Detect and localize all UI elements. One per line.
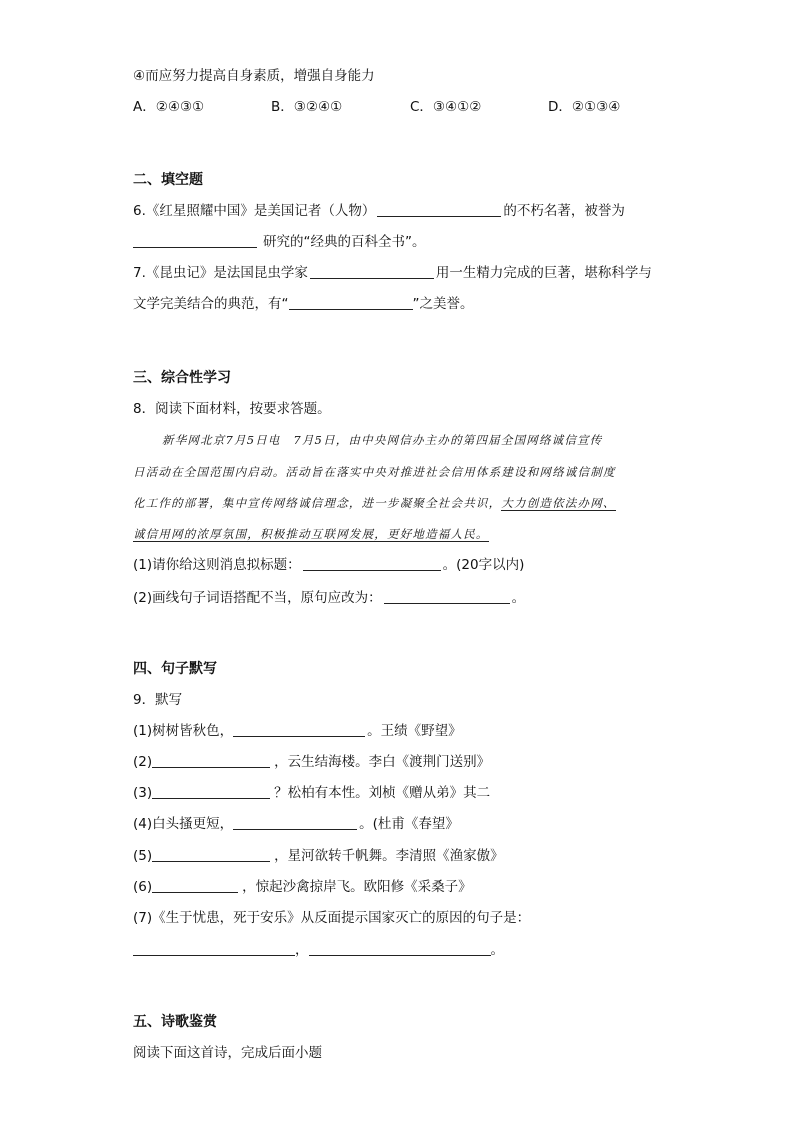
poem-7-end: 。 (490, 942, 504, 958)
poem-3-prompt: (3) (133, 785, 153, 801)
q7-line-1 (133, 263, 652, 283)
poem-1-source: 。王绩《野望》 (367, 723, 462, 739)
poem-4-source: 。(杜甫《春望》 (359, 816, 459, 832)
news-line-4 (133, 524, 489, 544)
q6-line-2 (133, 232, 426, 252)
q7-text-3: 文学完美结合的典范，有“ (133, 296, 289, 312)
section-4-title: 四、句子默写 (133, 661, 217, 677)
poem-line-1 (133, 721, 462, 741)
poem-6-source: ，惊起沙禽掠岸飞。欧阳修《采桑子》 (242, 879, 472, 895)
poem-4-prompt: (4)白头搔更短， (133, 816, 234, 832)
poem-1-prompt: (1)树树皆秋色， (133, 723, 234, 739)
q8-sub-1 (133, 555, 524, 575)
poem-line-2 (133, 752, 490, 772)
q8-sub-2-text: (2)画线句子词语搭配不当，原句应改为： (133, 590, 382, 606)
q5-item-4: ④而应努力提高自身素质，增强自身能力 (133, 68, 375, 84)
q6-text-1: 6.《红星照耀中国》是美国记者（人物） (133, 203, 376, 219)
q8-blank-correction[interactable] (384, 589, 510, 604)
q5-option-b[interactable]: B．③②④① (271, 99, 343, 115)
poem-5-blank[interactable] (152, 847, 270, 862)
q7-blank-praise[interactable] (289, 295, 413, 310)
poem-3-blank[interactable] (152, 784, 270, 799)
q6-text-2: 的不朽名著，被誉为 (503, 203, 625, 219)
q6-blank-topic[interactable] (133, 233, 257, 248)
q5-option-d[interactable]: D．②①③④ (548, 99, 621, 115)
poem-7-blank-2[interactable] (309, 941, 491, 956)
q7-line-2 (133, 294, 474, 314)
poem-6-blank[interactable] (152, 878, 238, 893)
news-underlined-sentence-part-1: 大力创造依法办网、 (501, 496, 616, 510)
q8-sub-2 (133, 588, 525, 608)
news-line-2: 日活动在全国范围内启动。活动旨在落实中央对推进社会信用体系建设和网络诚信制度 (133, 465, 616, 479)
q7-blank-scientist[interactable] (310, 264, 434, 279)
q7-text-2: 用一生精力完成的巨著，堪称科学与 (435, 265, 652, 281)
poem-line-3 (133, 783, 490, 803)
section-5-title: 五、诗歌鉴赏 (133, 1014, 217, 1030)
poem-5-prompt: (5) (133, 848, 153, 864)
news-line-3-text: 化工作的部署，集中宣传网络诚信理念，进一步凝聚全社会共识， (133, 496, 502, 510)
q8-blank-headline[interactable] (303, 556, 441, 571)
q8-sub-1-note: 。(20字以内) (442, 557, 525, 573)
poem-2-blank[interactable] (152, 753, 270, 768)
q7-text-4: ”之美誉。 (412, 296, 474, 312)
q8-intro: 8．阅读下面材料，按要求答题。 (133, 401, 331, 417)
news-line-1: 新华网北京7月5日电 7月5日，由中央网信办主办的第四届全国网络诚信宣传 (162, 433, 603, 447)
news-underlined-sentence-part-2: 诚信用网的浓厚氛围，积极推动互联网发展，更好地造福人民。 (133, 527, 489, 541)
q7-text-1: 7.《昆虫记》是法国昆虫学家 (133, 265, 308, 281)
poem-7-blank-1[interactable] (133, 941, 295, 956)
poem-1-blank[interactable] (233, 722, 365, 737)
q9-intro: 9．默写 (133, 692, 183, 708)
poem-line-7-answers (133, 940, 504, 960)
q5-option-c[interactable]: C．③④①② (410, 99, 482, 115)
poem-2-source: ，云生结海楼。李白《渡荆门送别》 (274, 754, 491, 770)
poem-6-prompt: (6) (133, 879, 153, 895)
q5-option-a[interactable]: A．②④③① (133, 99, 205, 115)
poem-5-source: ，星河欲转千帆舞。李清照《渔家傲》 (274, 848, 504, 864)
poem-line-6 (133, 877, 472, 897)
poem-line-5 (133, 846, 504, 866)
section-5-intro: 阅读下面这首诗，完成后面小题 (133, 1045, 322, 1061)
news-line-3 (133, 493, 616, 513)
q8-sub-1-text: (1)请你给这则消息拟标题： (133, 557, 301, 573)
q6-text-3: 研究的“经典的百科全书”。 (263, 234, 426, 250)
poem-7-separator: ， (295, 942, 309, 958)
poem-line-7: (7)《生于忧患，死于安乐》从反面提示国家灭亡的原因的句子是： (133, 910, 531, 926)
q6-line-1 (133, 201, 625, 221)
poem-3-source: ？松柏有本性。刘桢《赠从弟》其二 (274, 785, 491, 801)
poem-4-blank[interactable] (233, 815, 357, 830)
section-3-title: 三、综合性学习 (133, 370, 231, 386)
poem-2-prompt: (2) (133, 754, 153, 770)
poem-line-4 (133, 814, 459, 834)
q8-sub-2-end: 。 (511, 590, 526, 606)
section-2-title: 二、填空题 (133, 172, 203, 188)
q6-blank-person[interactable] (377, 202, 501, 217)
